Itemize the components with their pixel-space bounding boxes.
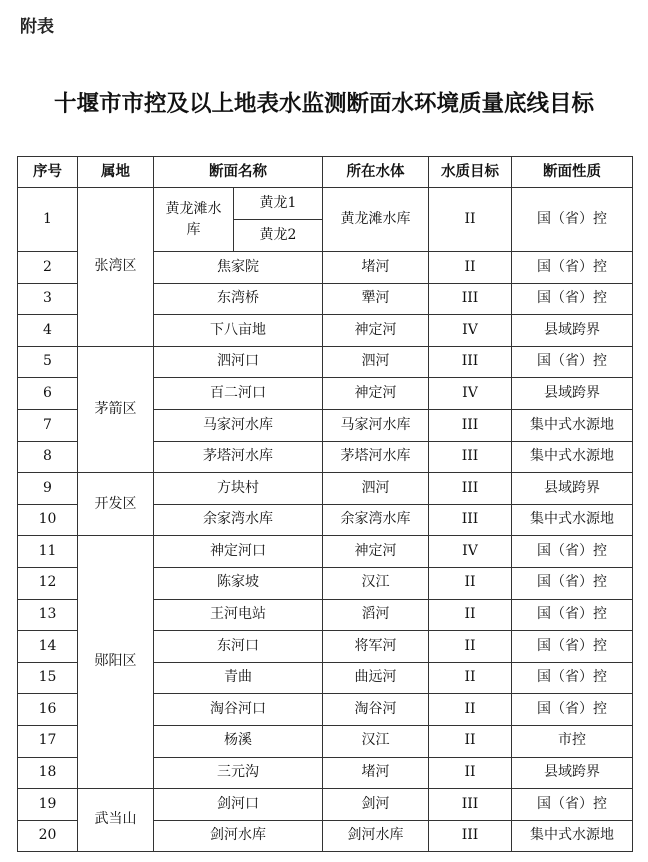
row-index: 13 bbox=[18, 599, 78, 631]
table-row bbox=[18, 536, 633, 568]
target-cell: II bbox=[429, 757, 512, 789]
row-index: 5 bbox=[18, 346, 78, 378]
water-body-cell: 汉江 bbox=[323, 567, 429, 599]
target-cell: III bbox=[429, 504, 512, 536]
water-body-cell: 曲远河 bbox=[323, 662, 429, 694]
target-cell: III bbox=[429, 441, 512, 473]
row-index: 15 bbox=[18, 662, 78, 694]
nature-cell: 国（省）控 bbox=[512, 346, 633, 378]
nature-cell: 国（省）控 bbox=[512, 188, 633, 252]
section-cell: 马家河水库 bbox=[154, 409, 323, 441]
row-index: 19 bbox=[18, 789, 78, 821]
nature-cell: 集中式水源地 bbox=[512, 504, 633, 536]
section-cell: 黄龙2 bbox=[234, 220, 323, 252]
row-index: 10 bbox=[18, 504, 78, 536]
row-index: 12 bbox=[18, 567, 78, 599]
table-row bbox=[18, 188, 633, 220]
district-cell: 开发区 bbox=[78, 473, 154, 536]
section-cell: 方块村 bbox=[154, 473, 323, 505]
water-body-cell: 将军河 bbox=[323, 631, 429, 663]
nature-cell: 市控 bbox=[512, 725, 633, 757]
row-index: 11 bbox=[18, 536, 78, 568]
target-cell: III bbox=[429, 409, 512, 441]
district-cell: 武当山 bbox=[78, 789, 154, 852]
section-cell: 杨溪 bbox=[154, 725, 323, 757]
row-index: 1 bbox=[18, 188, 78, 252]
header-target: 水质目标 bbox=[429, 157, 512, 188]
section-group-cell: 黄龙滩水库 bbox=[154, 188, 234, 252]
target-cell: II bbox=[429, 599, 512, 631]
section-cell: 百二河口 bbox=[154, 378, 323, 410]
nature-cell: 国（省）控 bbox=[512, 536, 633, 568]
target-cell: IV bbox=[429, 315, 512, 347]
nature-cell: 县域跨界 bbox=[512, 757, 633, 789]
row-index: 7 bbox=[18, 409, 78, 441]
section-cell: 下八亩地 bbox=[154, 315, 323, 347]
nature-cell: 集中式水源地 bbox=[512, 441, 633, 473]
target-cell: II bbox=[429, 252, 512, 284]
nature-cell: 县域跨界 bbox=[512, 378, 633, 410]
target-cell: III bbox=[429, 283, 512, 315]
row-index: 16 bbox=[18, 694, 78, 726]
section-cell: 东湾桥 bbox=[154, 283, 323, 315]
water-body-cell: 神定河 bbox=[323, 378, 429, 410]
nature-cell: 集中式水源地 bbox=[512, 820, 633, 852]
section-cell: 东河口 bbox=[154, 631, 323, 663]
section-cell: 焦家院 bbox=[154, 252, 323, 284]
target-cell: II bbox=[429, 725, 512, 757]
nature-cell: 国（省）控 bbox=[512, 252, 633, 284]
header-district: 属地 bbox=[78, 157, 154, 188]
water-body-cell: 马家河水库 bbox=[323, 409, 429, 441]
target-cell: IV bbox=[429, 536, 512, 568]
water-body-cell: 汉江 bbox=[323, 725, 429, 757]
section-cell: 陈家坡 bbox=[154, 567, 323, 599]
nature-cell: 县域跨界 bbox=[512, 473, 633, 505]
table-row bbox=[18, 346, 633, 378]
target-cell: II bbox=[429, 567, 512, 599]
section-cell: 神定河口 bbox=[154, 536, 323, 568]
row-index: 14 bbox=[18, 631, 78, 663]
water-body-cell: 茅塔河水库 bbox=[323, 441, 429, 473]
water-body-cell: 泗河 bbox=[323, 473, 429, 505]
target-cell: II bbox=[429, 188, 512, 252]
water-body-cell: 余家湾水库 bbox=[323, 504, 429, 536]
water-body-cell: 堵河 bbox=[323, 252, 429, 284]
section-cell: 余家湾水库 bbox=[154, 504, 323, 536]
section-cell: 剑河口 bbox=[154, 789, 323, 821]
row-index: 17 bbox=[18, 725, 78, 757]
nature-cell: 县域跨界 bbox=[512, 315, 633, 347]
target-cell: III bbox=[429, 346, 512, 378]
section-cell: 青曲 bbox=[154, 662, 323, 694]
section-cell: 淘谷河口 bbox=[154, 694, 323, 726]
section-cell: 泗河口 bbox=[154, 346, 323, 378]
annex-label: 附表 bbox=[20, 17, 54, 37]
water-body-cell: 黄龙滩水库 bbox=[323, 188, 429, 252]
row-index: 2 bbox=[18, 252, 78, 284]
water-body-cell: 剑河水库 bbox=[323, 820, 429, 852]
water-body-cell: 神定河 bbox=[323, 536, 429, 568]
row-index: 4 bbox=[18, 315, 78, 347]
page-title: 十堰市市控及以上地表水监测断面水环境质量底线目标 bbox=[53, 91, 594, 117]
monitoring-table bbox=[17, 156, 633, 852]
nature-cell: 国（省）控 bbox=[512, 567, 633, 599]
row-index: 3 bbox=[18, 283, 78, 315]
water-body-cell: 剑河 bbox=[323, 789, 429, 821]
table-row bbox=[18, 473, 633, 505]
section-cell: 黄龙1 bbox=[234, 188, 323, 220]
nature-cell: 国（省）控 bbox=[512, 694, 633, 726]
row-index: 18 bbox=[18, 757, 78, 789]
nature-cell: 国（省）控 bbox=[512, 283, 633, 315]
water-body-cell: 滔河 bbox=[323, 599, 429, 631]
header-section-name: 断面名称 bbox=[154, 157, 323, 188]
row-index: 6 bbox=[18, 378, 78, 410]
nature-cell: 集中式水源地 bbox=[512, 409, 633, 441]
target-cell: II bbox=[429, 662, 512, 694]
water-body-cell: 淘谷河 bbox=[323, 694, 429, 726]
header-water-body: 所在水体 bbox=[323, 157, 429, 188]
nature-cell: 国（省）控 bbox=[512, 789, 633, 821]
water-body-cell: 神定河 bbox=[323, 315, 429, 347]
target-cell: III bbox=[429, 789, 512, 821]
water-body-cell: 堵河 bbox=[323, 757, 429, 789]
section-cell: 三元沟 bbox=[154, 757, 323, 789]
target-cell: II bbox=[429, 631, 512, 663]
table-row bbox=[18, 789, 633, 821]
header-index: 序号 bbox=[18, 157, 78, 188]
district-cell: 张湾区 bbox=[78, 188, 154, 347]
row-index: 20 bbox=[18, 820, 78, 852]
section-cell: 剑河水库 bbox=[154, 820, 323, 852]
section-cell: 王河电站 bbox=[154, 599, 323, 631]
row-index: 8 bbox=[18, 441, 78, 473]
water-body-cell: 泗河 bbox=[323, 346, 429, 378]
table-header-row bbox=[18, 157, 633, 188]
district-cell: 茅箭区 bbox=[78, 346, 154, 472]
nature-cell: 国（省）控 bbox=[512, 662, 633, 694]
target-cell: III bbox=[429, 820, 512, 852]
district-cell: 郧阳区 bbox=[78, 536, 154, 789]
target-cell: II bbox=[429, 694, 512, 726]
header-nature: 断面性质 bbox=[512, 157, 633, 188]
row-index: 9 bbox=[18, 473, 78, 505]
water-body-cell: 犟河 bbox=[323, 283, 429, 315]
nature-cell: 国（省）控 bbox=[512, 631, 633, 663]
nature-cell: 国（省）控 bbox=[512, 599, 633, 631]
target-cell: IV bbox=[429, 378, 512, 410]
section-cell: 茅塔河水库 bbox=[154, 441, 323, 473]
target-cell: III bbox=[429, 473, 512, 505]
